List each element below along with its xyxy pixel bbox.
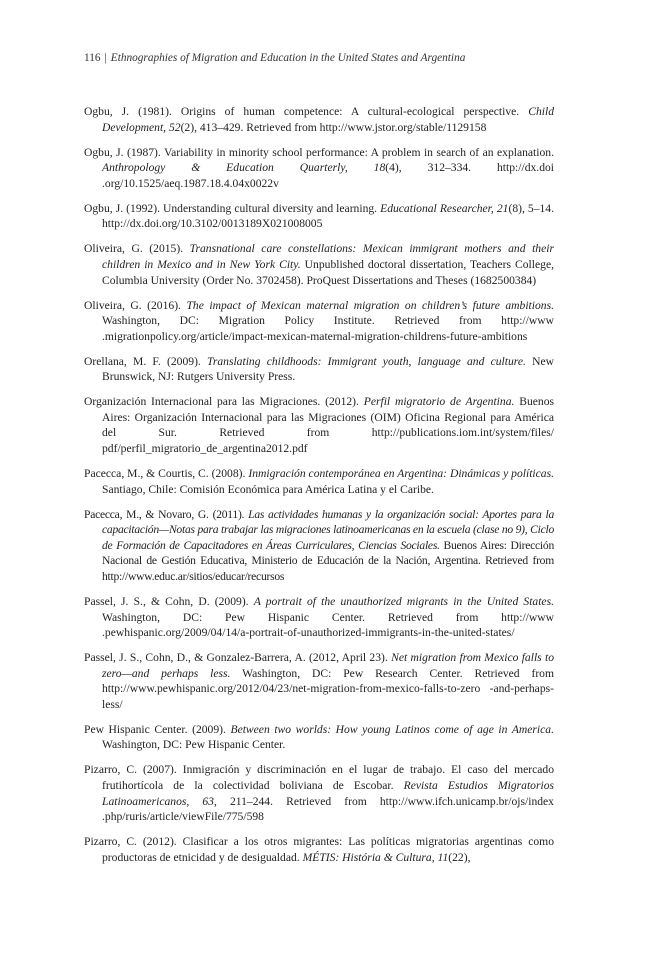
reference-italic-title: Educational Researcher, 21 xyxy=(380,201,509,215)
reference-text xyxy=(84,467,554,496)
reference-entry xyxy=(84,394,554,456)
reference-text xyxy=(84,763,554,823)
header-separator: | xyxy=(104,52,107,64)
reference-plain-lead: Ogbu, J. (1992). Understanding cultural diversity and learning. xyxy=(84,201,381,215)
reference-entry xyxy=(84,241,554,288)
reference-text xyxy=(84,146,554,190)
reference-text xyxy=(84,395,554,455)
reference-list xyxy=(84,104,554,875)
reference-entry xyxy=(84,201,554,232)
reference-plain-tail: Santiago, Chile: Comisión Económica para América Latina y el Caribe. xyxy=(102,482,434,496)
reference-italic-title: Revista Estudios Migratorios Latinoamericanos, 63 xyxy=(102,779,555,808)
reference-plain-tail: (22), xyxy=(448,850,471,864)
reference-plain-tail: Washington, DC: Pew Hispanic Center. xyxy=(102,738,286,752)
reference-italic-title: Translating childhoods: Immigrant youth, language and culture. xyxy=(207,354,526,368)
reference-italic-title: Between two worlds: How young Latinos come of age in America. xyxy=(230,722,554,736)
reference-plain-tail: New Brunswick, NJ: Rutgers University Press. xyxy=(102,354,554,384)
reference-plain-tail: Buenos Aires: Organización Internacional para las Migraciones (OIM) Oficina Regional para América del Sur. Retrieved from http://publications.iom.int/system/files/ pdf/perfil_migratorio_de_argentina2012.pdf xyxy=(102,395,554,456)
reference-plain-lead: Oliveira, G. (2015). xyxy=(84,242,190,256)
reference-plain-lead: Pizarro, C. (2007). Inmigración y discriminación en el lugar de trabajo. El caso del mercado frutihortícola de la colectividad boliviana de Escobar. xyxy=(84,763,554,793)
reference-text xyxy=(84,202,554,231)
reference-plain-lead: Pacecca, M., & Courtis, C. (2008). xyxy=(84,467,249,481)
reference-italic-title: Perfil migratorio de Argentina. xyxy=(363,395,515,409)
reference-entry xyxy=(84,466,554,497)
running-header xyxy=(84,51,564,65)
reference-entry xyxy=(84,594,554,641)
reference-text xyxy=(84,835,554,864)
reference-plain-tail: (2), 413–429. Retrieved from http://www.jstor.org/stable/1129158 xyxy=(180,120,487,134)
book-title: Ethnographies of Migration and Education in the United States and Argentina xyxy=(110,52,466,64)
reference-plain-lead: Orellana, M. F. (2009). xyxy=(84,354,208,368)
reference-entry xyxy=(84,650,554,712)
reference-plain-lead: Ogbu, J. (1981). Origins of human competence: A cultural-ecological perspective. xyxy=(84,105,529,118)
reference-entry xyxy=(84,104,554,135)
reference-plain-lead: Pew Hispanic Center. (2009). xyxy=(84,722,231,736)
reference-italic-title: MÉTIS: História & Cultura, 11 xyxy=(302,850,449,864)
reference-plain-lead: Passel, J. S., & Cohn, D. (2009). xyxy=(84,594,254,608)
reference-plain-tail: Washington, DC: Pew Hispanic Center. Retrieved from http://www .pewhispanic.org/2009/04/14/a-portrait-of-unauthorized-immigrants-in-the-united-states/ xyxy=(102,610,554,640)
reference-text xyxy=(84,595,554,639)
reference-entry xyxy=(84,354,554,385)
reference-plain-tail: (8), 5–14. http://dx.doi.org/10.3102/0013189X021008005 xyxy=(102,201,555,231)
reference-plain-lead: Pizarro, C. (2012). Clasificar a los otros migrantes: Las políticas migratorias argentinas como productoras de etnicidad y de desigualdad. xyxy=(84,835,554,864)
reference-plain-lead: Organización Internacional para las Migraciones. (2012). xyxy=(84,395,364,409)
reference-plain-lead: Ogbu, J. (1987). Variability in minority school performance: A problem in search of an explanation. xyxy=(84,145,554,159)
reference-plain-lead: Oliveira, G. (2016). xyxy=(84,298,187,312)
reference-text xyxy=(84,105,554,134)
reference-plain-lead: Pacecca, M., & Novaro, G. (2011). xyxy=(84,507,249,521)
reference-entry xyxy=(84,834,554,865)
reference-plain-tail: Unpublished doctoral dissertation, Teachers College, Columbia University (Order No. 3702458). ProQuest Dissertations and Theses (1682500384) xyxy=(102,257,554,287)
reference-plain-lead: Passel, J. S., Cohn, D., & Gonzalez-Barrera, A. (2012, April 23). xyxy=(84,651,392,665)
page-number: 116 xyxy=(84,52,101,64)
reference-plain-tail: , 211–244. Retrieved from http://www.ifch.unicamp.br/ojs/index .php/ruris/article/viewFile/775/598 xyxy=(102,794,554,824)
reference-plain-tail: Washington, DC: Pew Research Center. Retrieved from http://www.pewhispanic.org/2012/04/23/net-migration-from-mexico-falls-to-zero -and-perhaps-less/ xyxy=(102,666,555,711)
reference-italic-title: Net migration from Mexico falls to zero—and perhaps less. xyxy=(102,651,554,680)
reference-entry xyxy=(84,298,554,345)
reference-plain-tail: Washington, DC: Migration Policy Institute. Retrieved from http://www .migrationpolicy.org/article/impact-mexican-maternal-migration-childrens-future-ambitions xyxy=(102,314,554,343)
reference-plain-tail: (4), 312–334. http://dx.doi .org/10.1525/aeq.1987.18.4.04x0022v xyxy=(102,161,555,190)
reference-text xyxy=(84,723,554,752)
reference-italic-title: Anthropology & Education Quarterly, 18 xyxy=(102,161,386,175)
reference-italic-title: Inmigración contemporánea en Argentina: Dinámicas y políticas. xyxy=(248,467,555,481)
reference-entry xyxy=(84,762,554,824)
reference-plain-tail: Buenos Aires: Dirección Nacional de Gestión Educativa, Ministerio de Educación de la Nación, Argentina. Retrieved from http://www.educ.ar/sitios/educar/recursos xyxy=(102,538,554,583)
reference-entry xyxy=(84,507,554,585)
reference-text xyxy=(84,355,554,384)
reference-text xyxy=(84,508,554,583)
reference-text xyxy=(84,651,554,711)
reference-italic-title: Transnational care constellations: Mexican immigrant mothers and their children in Mexico and in New York City. xyxy=(102,242,554,271)
reference-italic-title: Las actividades humanas y la organización social: Aportes para la capacitación—Notas para trabajar las migraciones latinoamericanas en la escuela (clase no 9), Ciclo de Formación de Capacitadores en Áreas Curriculares, Ciencias Sociales. xyxy=(102,507,554,552)
reference-italic-title: The impact of Mexican maternal migration on children’s future ambitions. xyxy=(186,298,554,312)
reference-text xyxy=(84,242,554,286)
reference-entry xyxy=(84,145,554,192)
reference-entry xyxy=(84,722,554,753)
reference-italic-title: A portrait of the unauthorized migrants in the United States. xyxy=(253,594,554,608)
reference-text xyxy=(84,299,554,343)
reference-italic-title: Child Development, 52 xyxy=(102,105,554,134)
